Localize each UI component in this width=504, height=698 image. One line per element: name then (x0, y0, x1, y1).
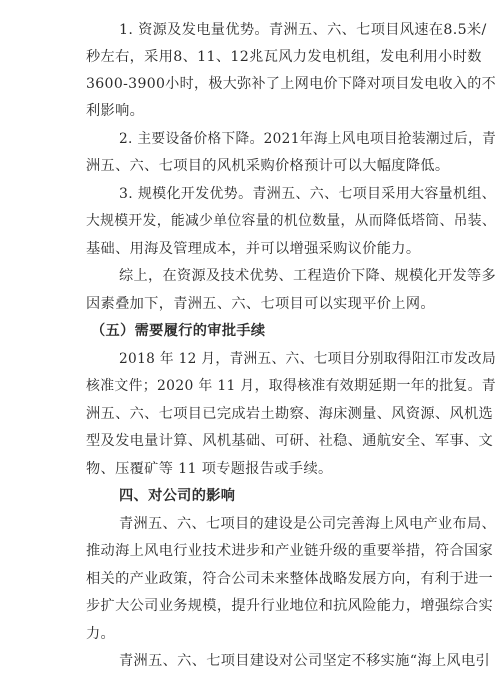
paragraph-line: 力。 (86, 626, 116, 642)
paragraph-line: 因素叠加下，青洲五、六、七项目可以实现平价上网。 (86, 296, 435, 312)
paragraph-line: 物、压覆矿等 11 项专题报告或手续。 (86, 461, 333, 477)
paragraph-line: 青洲五、六、七项目的建设是公司完善海上风电产业布局、 (119, 516, 497, 532)
paragraph-line: 洲五、六、七项目的风机采购价格预计可以大幅度降低。 (86, 158, 450, 174)
paragraph-line: 3. 规模化开发优势。青洲五、六、七项目采用大容量机组、 (119, 186, 496, 202)
paragraph-line: 青洲五、六、七项目建设对公司坚定不移实施“海上风电引 (119, 653, 491, 669)
paragraph-line: 型及发电量计算、风机基础、可研、社稳、通航安全、军事、文 (86, 433, 494, 449)
paragraph-line: 推动海上风电行业技术进步和产业链升级的重要举措，符合国家 (86, 543, 494, 559)
paragraph-line: 秒左右，采用8、11、12兆瓦风力发电机组，发电利用小时数 (86, 49, 482, 65)
paragraph-line: 洲五、六、七项目已完成岩土勘察、海床测量、风资源、风机选 (86, 406, 494, 422)
paragraph-line: 综上，在资源及技术优势、工程造价下降、规模化开发等多 (119, 268, 497, 284)
paragraph-line: 3600-3900小时，极大弥补了上网电价下降对项目发电收入的不 (86, 76, 497, 92)
paragraph-line: 基础、用海及管理成本，并可以增强采购议价能力。 (86, 241, 421, 257)
paragraph-line: 步扩大公司业务规模，提升行业地位和抗风险能力，增强综合实 (86, 598, 494, 614)
paragraph-line: 利影响。 (86, 103, 145, 119)
paragraph-line: 相关的产业政策，符合公司未来整体战略发展方向，有利于进一 (86, 571, 494, 587)
section-heading: （五）需要履行的审批手续 (91, 323, 266, 339)
section-heading: 四、对公司的影响 (119, 488, 236, 504)
paragraph-line: 2. 主要设备价格下降。2021年海上风电项目抢装潮过后，青 (119, 131, 497, 147)
paragraph-line: 1. 资源及发电量优势。青洲五、六、七项目风速在8.5米/ (119, 22, 487, 38)
paragraph-line: 大规模开发，能减少单位容量的机位数量，从而降低塔筒、吊装、 (86, 213, 496, 229)
paragraph-line: 2018 年 12 月，青洲五、六、七项目分别取得阳江市发改局 (119, 351, 496, 367)
paragraph-line: 核准文件；2020 年 11 月，取得核准有效期延期一年的批复。青 (86, 378, 497, 394)
